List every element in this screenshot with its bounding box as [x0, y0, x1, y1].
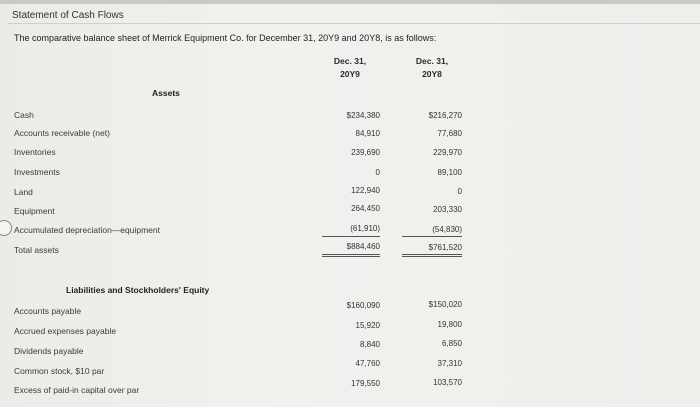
row-label-land: Land	[14, 187, 33, 197]
row-label-cash: Cash	[14, 110, 34, 120]
value-inventories-20y9: 239,690	[351, 148, 380, 157]
value-accounts-receivable-20y8: 77,680	[437, 129, 462, 138]
row-label-excess-paid-in-capital: Excess of paid-in capital over par	[14, 385, 140, 395]
value-dividends-payable-20y8: 6,850	[441, 339, 462, 348]
value-accrued-expenses-20y8: 19,800	[437, 320, 462, 329]
total-double-underline-20y9	[322, 254, 380, 257]
value-inventories-20y8: 229,970	[433, 148, 462, 157]
value-cash-20y9: $234,380	[346, 111, 380, 120]
value-total-assets-20y9: $884,460	[346, 242, 380, 251]
value-common-stock-20y8: 37,310	[437, 359, 462, 368]
row-label-accounts-payable: Accounts payable	[14, 306, 82, 316]
column-header-line1: Dec. 31,	[415, 56, 449, 66]
value-investments-20y9: 0	[375, 168, 380, 177]
assets-heading: Assets	[152, 88, 180, 98]
row-label-common-stock: Common stock, $10 par	[14, 366, 105, 376]
value-accumulated-depreciation-20y8: (54,830)	[432, 225, 462, 234]
radio-button[interactable]	[0, 220, 12, 236]
value-equipment-20y8: 203,330	[433, 205, 462, 214]
column-header-20y9	[320, 55, 380, 81]
value-accounts-payable-20y9: $160,090	[346, 301, 380, 310]
divider	[8, 23, 700, 24]
value-land-20y9: 122,940	[351, 186, 380, 195]
top-bar	[0, 0, 700, 4]
value-excess-paid-in-capital-20y9: 179,550	[351, 379, 380, 388]
value-equipment-20y9: 264,450	[351, 204, 380, 213]
value-dividends-payable-20y9: 8,840	[359, 340, 380, 349]
intro-text: The comparative balance sheet of Merrick Equipment Co. for December 31, 20Y9 and 20Y8, is as follows:	[14, 33, 437, 43]
row-label-investments: Investments	[14, 167, 60, 177]
row-label-accumulated-depreciation: Accumulated depreciation—equipment	[14, 225, 161, 235]
value-common-stock-20y9: 47,760	[355, 359, 380, 368]
column-header-line1: Dec. 31,	[333, 56, 367, 66]
liabilities-heading: Liabilities and Stockholders' Equity	[66, 285, 210, 295]
row-label-equipment: Equipment	[14, 206, 55, 216]
row-label-total-assets: Total assets	[14, 245, 59, 255]
column-header-line2: 20Y8	[422, 69, 442, 79]
row-label-accrued-expenses: Accrued expenses payable	[14, 326, 117, 336]
value-cash-20y8: $216,270	[428, 111, 462, 120]
value-accounts-receivable-20y9: 84,910	[355, 129, 380, 138]
column-header-20y8	[402, 55, 462, 81]
value-accrued-expenses-20y9: 15,920	[355, 321, 380, 330]
value-investments-20y8: 89,100	[437, 168, 462, 177]
row-label-inventories: Inventories	[14, 147, 56, 157]
page-title: Statement of Cash Flows	[12, 10, 124, 21]
column-header-line2: 20Y9	[340, 69, 360, 79]
subtotal-underline-20y9	[322, 236, 380, 237]
value-total-assets-20y8: $761,520	[428, 243, 462, 252]
total-double-underline-20y8	[402, 254, 462, 257]
row-label-accounts-receivable: Accounts receivable (net)	[14, 128, 110, 138]
value-accounts-payable-20y8: $150,020	[428, 300, 462, 309]
value-land-20y8: 0	[457, 187, 462, 196]
subtotal-underline-20y8	[402, 236, 462, 237]
row-label-dividends-payable: Dividends payable	[14, 346, 84, 356]
value-accumulated-depreciation-20y9: (61,910)	[350, 224, 380, 233]
value-excess-paid-in-capital-20y8: 103,570	[433, 378, 462, 387]
